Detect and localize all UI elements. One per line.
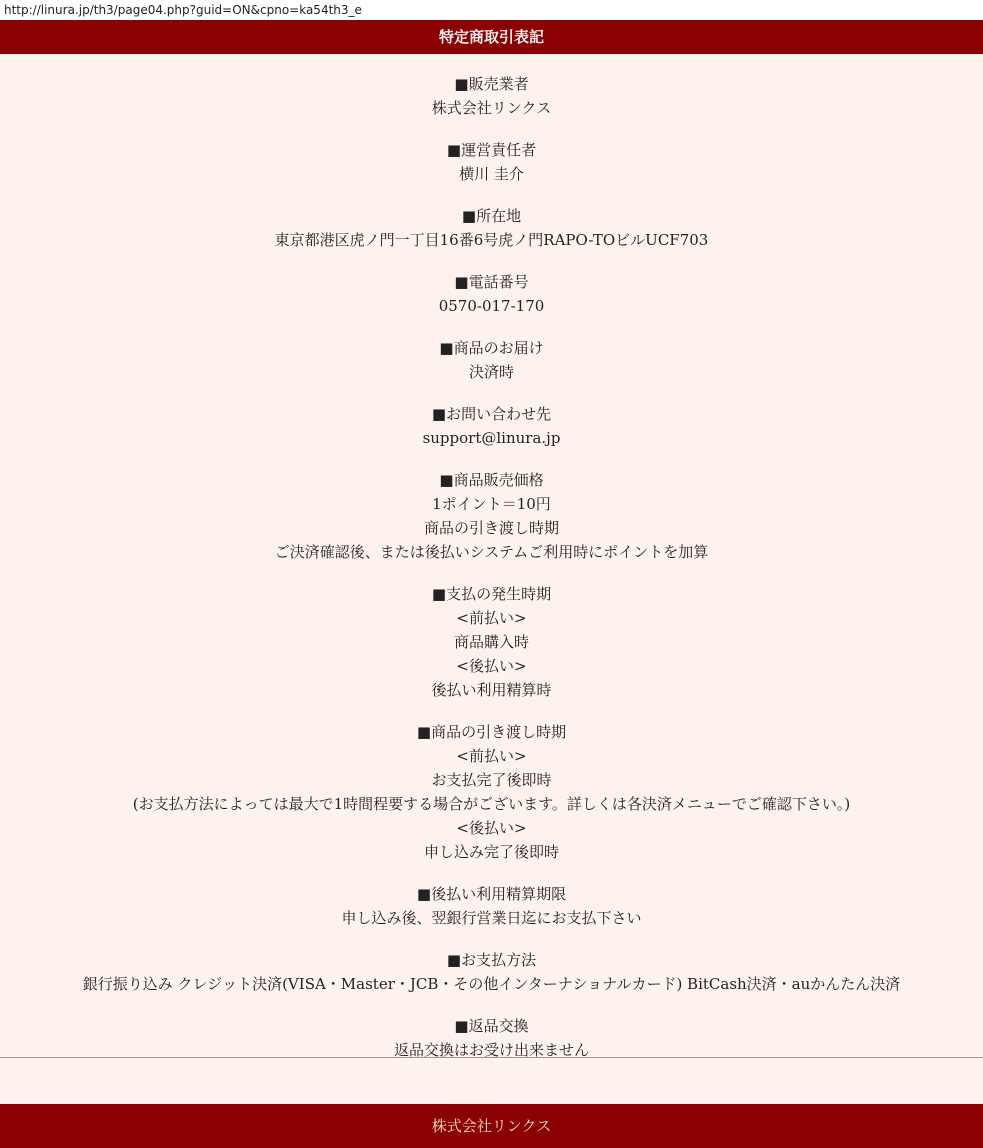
section-value: 申し込み完了後即時: [423, 843, 559, 861]
section-value: 銀行振り込み クレジット決済(VISA・Master・JCB・その他インターナショナルカード) BitCash決済・auかんたん決済: [82, 975, 901, 993]
section-value: (お支払方法によっては最大で1時間程要する場合がございます。詳しくは各決済メニューでご確認下さい。): [132, 795, 851, 813]
info-section: [0, 1014, 983, 1062]
section-heading: ■返品交換: [454, 1017, 529, 1035]
section-value: <前払い>: [456, 609, 527, 627]
section-value: support@linura.jp: [422, 429, 561, 447]
section-value: 返品交換はお受け出来ません: [393, 1041, 589, 1059]
info-section: [0, 72, 983, 120]
section-heading: ■電話番号: [454, 273, 529, 291]
section-heading: ■商品のお届け: [439, 339, 544, 357]
section-value: 後払い利用精算時: [431, 681, 552, 699]
section-heading: ■お支払方法: [446, 951, 537, 969]
section-value: 東京都港区虎ノ門一丁目16番6号虎ノ門RAPO-TOビルUCF703: [274, 231, 709, 249]
section-value: 決済時: [468, 363, 514, 381]
content-area: [0, 54, 983, 1062]
info-section: [0, 204, 983, 252]
info-section: [0, 948, 983, 996]
info-section: [0, 270, 983, 318]
section-value: <前払い>: [456, 747, 527, 765]
section-heading: ■販売業者: [454, 75, 529, 93]
section-value: 0570-017-170: [438, 297, 545, 315]
footer-company-name: 株式会社リンクス: [0, 1104, 983, 1148]
section-value: お支払完了後即時: [431, 771, 552, 789]
section-value: 1ポイント＝10円: [432, 495, 551, 513]
page-title: 特定商取引表記: [0, 20, 983, 54]
section-heading: ■運営責任者: [446, 141, 537, 159]
section-value: <後払い>: [456, 819, 527, 837]
info-section: [0, 336, 983, 384]
section-value: 株式会社リンクス: [431, 99, 552, 117]
info-section: [0, 720, 983, 864]
url-bar[interactable]: http://linura.jp/th3/page04.php?guid=ON&cpno=ka54th3_e: [0, 0, 983, 20]
section-value: 申し込み後、翌銀行営業日迄にお支払下さい: [341, 909, 642, 927]
info-section: [0, 402, 983, 450]
section-heading: ■後払い利用精算期限: [416, 885, 567, 903]
section-value: 商品の引き渡し時期: [423, 519, 559, 537]
info-section: [0, 468, 983, 564]
section-heading: ■商品販売価格: [439, 471, 544, 489]
info-section: [0, 882, 983, 930]
section-value: ご決済確認後、または後払いシステムご利用時にポイントを加算: [274, 543, 709, 561]
section-heading: ■所在地: [461, 207, 522, 225]
info-section: [0, 582, 983, 702]
section-heading: ■商品の引き渡し時期: [416, 723, 567, 741]
divider: [0, 1057, 983, 1058]
info-section: [0, 138, 983, 186]
section-value: 横川 圭介: [459, 165, 524, 183]
section-value: 商品購入時: [453, 633, 529, 651]
section-value: <後払い>: [456, 657, 527, 675]
section-heading: ■お問い合わせ先: [431, 405, 552, 423]
section-heading: ■支払の発生時期: [431, 585, 552, 603]
